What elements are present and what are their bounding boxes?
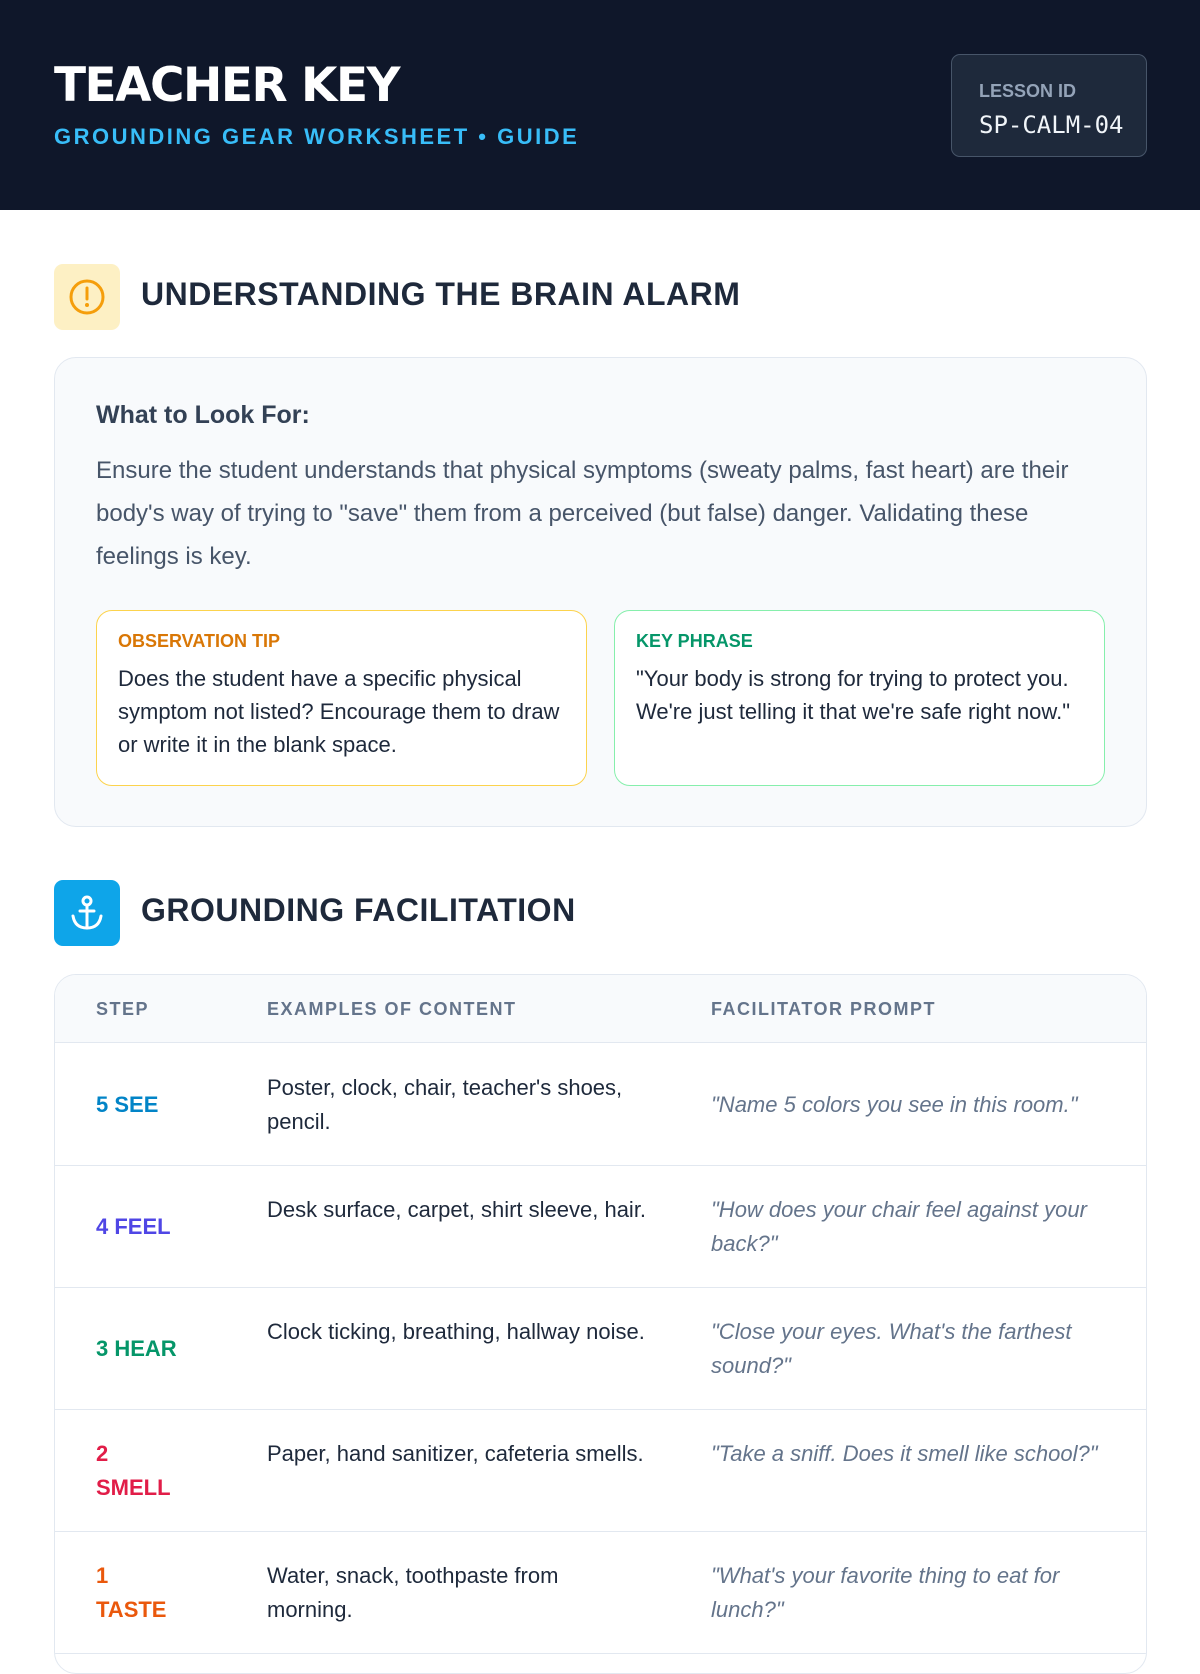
step-label: 3 HEAR bbox=[96, 1336, 177, 1361]
step-examples: Paper, hand sanitizer, cafeteria smells. bbox=[267, 1441, 644, 1466]
table-row bbox=[55, 1166, 1146, 1288]
section-title-grounding: GROUNDING FACILITATION bbox=[141, 892, 576, 928]
table-header bbox=[55, 975, 1146, 1043]
step-label: 1 TASTE bbox=[96, 1563, 167, 1622]
step-prompt: "How does your chair feel against your back?" bbox=[711, 1197, 1087, 1256]
observation-tip-text: Does the student have a specific physical symptom not listed? Encourage them to draw or write it in the blank space. bbox=[118, 666, 560, 757]
key-phrase-label: KEY PHRASE bbox=[636, 631, 753, 651]
step-label: 4 FEEL bbox=[96, 1214, 171, 1239]
table-row bbox=[55, 1410, 1146, 1532]
step-prompt: "Name 5 colors you see in this room." bbox=[711, 1092, 1078, 1117]
page-subtitle: GROUNDING GEAR WORKSHEET • GUIDE bbox=[54, 124, 580, 149]
table-row bbox=[55, 1288, 1146, 1410]
page-header bbox=[0, 0, 1200, 210]
alert-circle-icon bbox=[54, 264, 120, 330]
lesson-id-value: SP-CALM-04 bbox=[979, 111, 1124, 139]
step-prompt: "Take a sniff. Does it smell like school?" bbox=[711, 1441, 1098, 1466]
key-phrase-card bbox=[614, 610, 1105, 786]
step-prompt: "Close your eyes. What's the farthest sound?" bbox=[711, 1319, 1072, 1378]
observation-tip-label: OBSERVATION TIP bbox=[118, 631, 281, 651]
column-header-prompt: FACILITATOR PROMPT bbox=[711, 999, 936, 1019]
section-title-brain-alarm: UNDERSTANDING THE BRAIN ALARM bbox=[141, 276, 741, 312]
look-for-body: Ensure the student understands that physical symptoms (sweaty palms, fast heart) are their body's way of trying to "save" them from a perceived (but false) danger. Validating these feelings is key. bbox=[96, 457, 1069, 570]
look-for-heading: What to Look For: bbox=[96, 401, 310, 429]
step-examples: Poster, clock, chair, teacher's shoes, pencil. bbox=[267, 1075, 623, 1134]
observation-tip-card bbox=[96, 610, 587, 786]
anchor-icon bbox=[54, 880, 120, 946]
column-header-step: STEP bbox=[96, 999, 150, 1019]
step-prompt: "What's your favorite thing to eat for lunch?" bbox=[711, 1563, 1060, 1622]
brain-alarm-card bbox=[54, 357, 1147, 827]
lesson-id-label: LESSON ID bbox=[979, 81, 1077, 101]
step-examples: Clock ticking, breathing, hallway noise. bbox=[267, 1319, 645, 1344]
step-label: 5 SEE bbox=[96, 1092, 159, 1117]
grounding-table bbox=[54, 974, 1147, 1674]
step-label: 2 SMELL bbox=[96, 1441, 171, 1500]
column-header-examples: EXAMPLES OF CONTENT bbox=[267, 999, 517, 1019]
table-row bbox=[55, 1044, 1146, 1166]
table-row bbox=[55, 1532, 1146, 1654]
lesson-id-badge bbox=[951, 54, 1147, 157]
page-title: TEACHER KEY bbox=[54, 58, 400, 113]
step-examples: Water, snack, toothpaste from morning. bbox=[267, 1563, 559, 1622]
key-phrase-text: "Your body is strong for trying to protect you. We're just telling it that we're safe right now." bbox=[636, 666, 1071, 724]
step-examples: Desk surface, carpet, shirt sleeve, hair. bbox=[267, 1197, 647, 1222]
